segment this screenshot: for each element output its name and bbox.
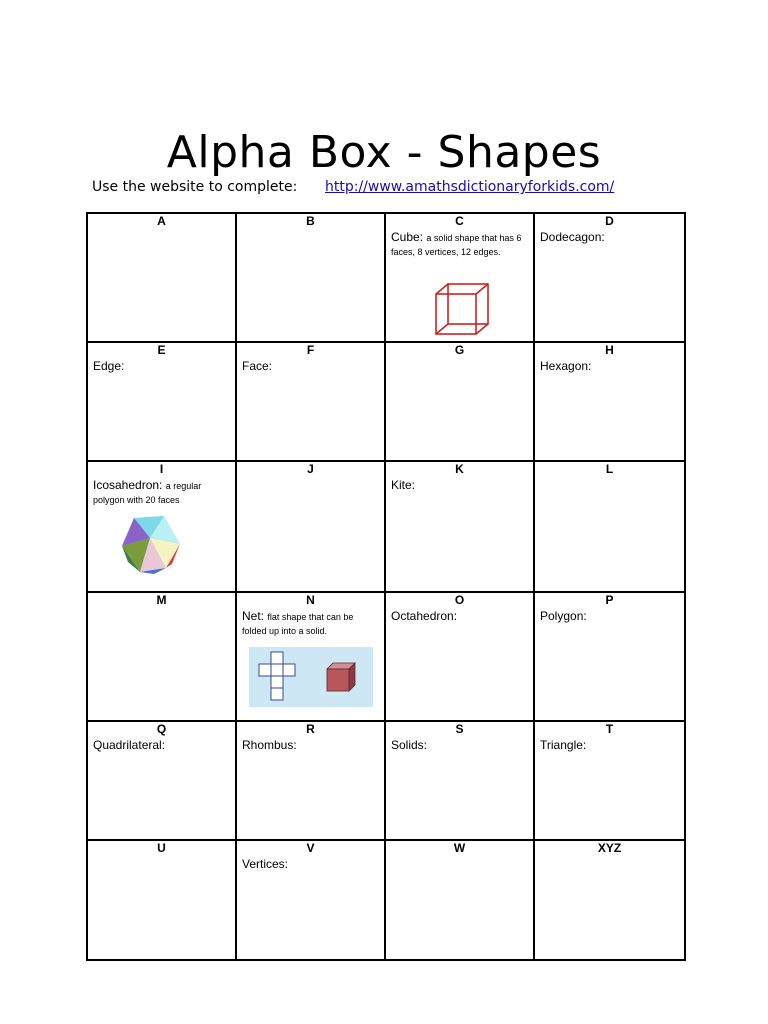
cell-term: Net: flat shape that can be folded up into a solid. — [242, 609, 354, 636]
cell-letter: S — [455, 722, 464, 736]
cell-l[interactable] — [534, 461, 685, 592]
cell-term — [237, 228, 384, 230]
instructions-label: Use the website to complete: — [92, 179, 298, 195]
cell-n[interactable] — [236, 592, 385, 721]
cell-term: Edge: — [93, 359, 125, 373]
cell-w[interactable] — [385, 840, 534, 960]
cell-term — [88, 855, 235, 857]
cell-term: Icosahedron: a regular polygon with 20 faces — [93, 478, 202, 505]
cell-letter: V — [306, 841, 315, 855]
cell-f[interactable] — [236, 342, 385, 461]
cell-term: Vertices: — [242, 857, 289, 871]
cell-letter: D — [605, 214, 614, 228]
cell-d[interactable] — [534, 213, 685, 342]
cell-letter: XYZ — [597, 841, 622, 855]
cell-p[interactable] — [534, 592, 685, 721]
cell-letter: U — [157, 841, 166, 855]
cell-letter: J — [307, 462, 314, 476]
cell-s[interactable] — [385, 721, 534, 840]
cell-letter: P — [605, 593, 614, 607]
cell-letter: C — [455, 214, 464, 228]
cell-term: Kite: — [391, 478, 416, 492]
cell-term: Polygon: — [540, 609, 587, 623]
cell-term: Hexagon: — [540, 359, 592, 373]
cell-term: Octahedron: — [391, 609, 458, 623]
cell-term: Dodecagon: — [540, 230, 605, 244]
cell-c[interactable] — [385, 213, 534, 342]
website-link[interactable]: http://www.amathsdictionaryforkids.com/ — [325, 179, 615, 195]
cell-e[interactable] — [87, 342, 236, 461]
cell-letter: A — [157, 214, 166, 228]
cell-term: Cube: a solid shape that has 6 faces, 8 vertices, 12 edges. — [391, 230, 522, 257]
cube-outline-icon — [434, 282, 490, 338]
cell-letter: N — [306, 593, 315, 607]
cell-letter: I — [159, 462, 164, 476]
cell-u[interactable] — [87, 840, 236, 960]
cell-letter: T — [605, 722, 614, 736]
cell-letter: Q — [156, 722, 167, 736]
cell-letter: R — [306, 722, 315, 736]
cell-term — [535, 476, 684, 478]
cell-r[interactable] — [236, 721, 385, 840]
cell-b[interactable] — [236, 213, 385, 342]
cell-term — [88, 228, 235, 230]
cell-term: Quadrilateral: — [93, 738, 166, 752]
icosahedron-icon — [120, 514, 182, 574]
cell-term — [88, 607, 235, 609]
cell-term — [386, 855, 533, 857]
cube-net-icon — [249, 647, 373, 707]
cell-a[interactable] — [87, 213, 236, 342]
cell-v[interactable] — [236, 840, 385, 960]
cell-letter: W — [453, 841, 466, 855]
cell-t[interactable] — [534, 721, 685, 840]
cell-letter: O — [454, 593, 465, 607]
cell-m[interactable] — [87, 592, 236, 721]
cell-letter: M — [156, 593, 167, 607]
cell-letter: B — [306, 214, 315, 228]
cell-k[interactable] — [385, 461, 534, 592]
page-title: Alpha Box - Shapes — [166, 127, 602, 179]
alpha-box-grid — [86, 212, 686, 961]
cell-letter: H — [605, 343, 614, 357]
cell-letter: E — [157, 343, 166, 357]
cell-xyz[interactable] — [534, 840, 685, 960]
instructions — [92, 179, 615, 195]
cell-term: Face: — [242, 359, 273, 373]
cell-letter: F — [306, 343, 315, 357]
cell-term: Rhombus: — [242, 738, 297, 752]
cell-i[interactable] — [87, 461, 236, 592]
cell-g[interactable] — [385, 342, 534, 461]
cell-letter: G — [454, 343, 465, 357]
cell-j[interactable] — [236, 461, 385, 592]
cell-letter: L — [605, 462, 614, 476]
cell-term — [535, 855, 684, 857]
cell-term: Solids: — [391, 738, 428, 752]
cell-letter: K — [455, 462, 464, 476]
cell-term: Triangle: — [540, 738, 587, 752]
cell-o[interactable] — [385, 592, 534, 721]
cell-h[interactable] — [534, 342, 685, 461]
cell-term — [237, 476, 384, 478]
cell-q[interactable] — [87, 721, 236, 840]
cell-term — [386, 357, 533, 359]
